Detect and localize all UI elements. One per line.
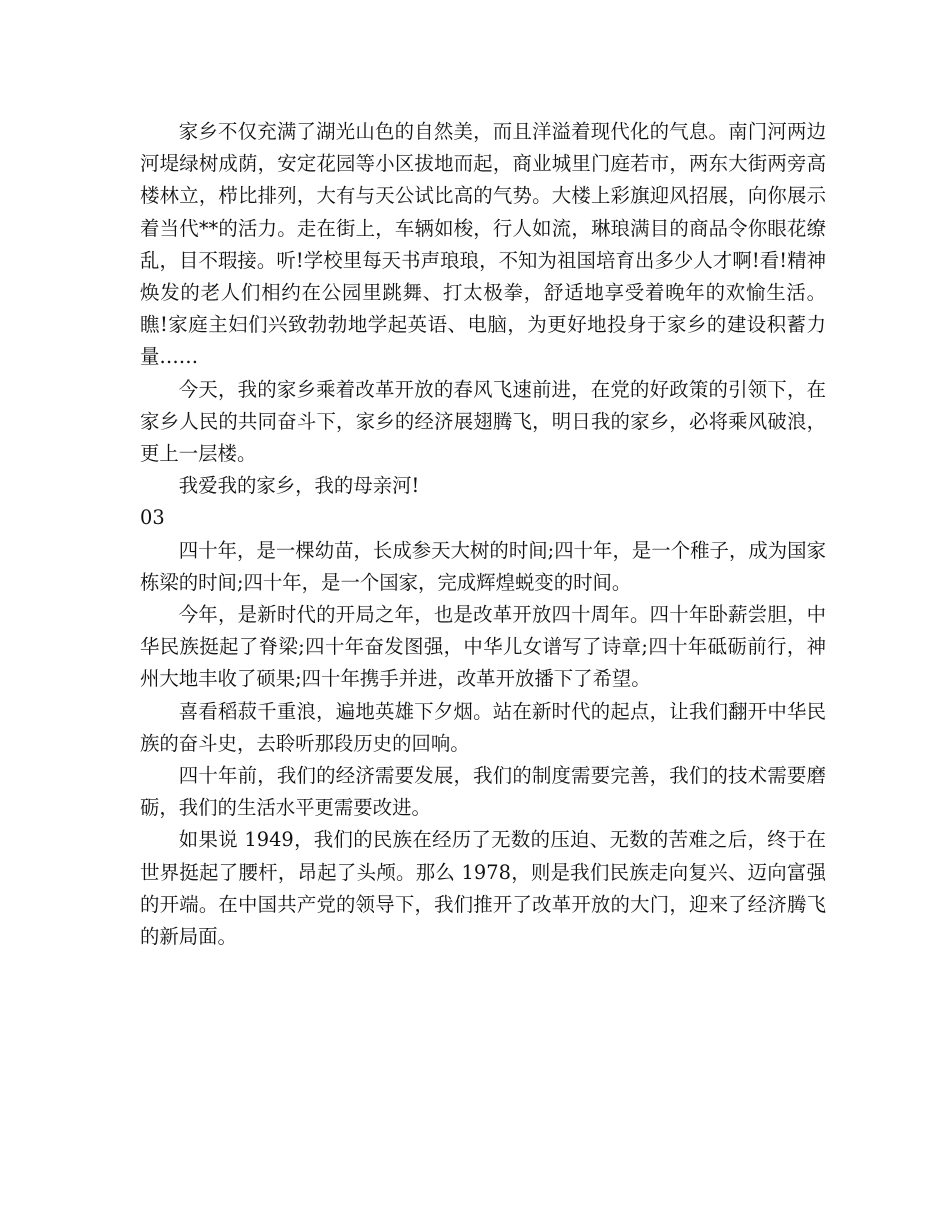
paragraph-1949-1978: 如果说 1949，我们的民族在经历了无数的压迫、无数的苦难之后，终于在世界挺起了腰杆，昂起了头颅。那么 1978，则是我们民族走向复兴、迈向富强的开端。在中国共产党的领导下，我们推开了改革开放的大门，迎来了经济腾飞的新局面。: [140, 828, 826, 949]
section-number: 03: [140, 506, 165, 530]
paragraph-rice-waves: 喜看稻菽千重浪，遍地英雄下夕烟。站在新时代的起点，让我们翻开中华民族的奋斗史，去聆听那段历史的回响。: [140, 699, 826, 755]
paragraph-hometown-modern: 家乡不仅充满了湖光山色的自然美，而且洋溢着现代化的气息。南门河两边河堤绿树成荫，安定花园等小区拔地而起，商业城里门庭若市，两东大街两旁高楼林立，栉比排列，大有与天公试比高的气势。大楼上彩旗迎风招展，向你展示着当代**的活力。走在街上，车辆如梭，行人如流，琳琅满目的商品令你眼花缭乱，目不瑕接。听!学校里每天书声琅琅，不知为祖国培育出多少人才啊!看!精神焕发的老人们相约在公园里跳舞、打太极拳，舒适地享受着晚年的欢愉生活。瞧!家庭主妇们兴致勃勃地学起英语、电脑，为更好地投身于家乡的建设积蓄力量……: [140, 120, 826, 369]
paragraph-love-hometown: 我爱我的家乡，我的母亲河!: [178, 474, 420, 498]
paragraph-this-year: 今年，是新时代的开局之年，也是改革开放四十周年。四十年卧薪尝胆，中华民族挺起了脊梁;四十年奋发图强，中华儿女谱写了诗章;四十年砥砺前行，神州大地丰收了硕果;四十年携手并进，改革开放播下了希望。: [140, 603, 826, 691]
paragraph-forty-years: 四十年，是一棵幼苗，长成参天大树的时间;四十年，是一个稚子，成为国家栋梁的时间;四十年，是一个国家，完成辉煌蜕变的时间。: [140, 538, 826, 594]
paragraph-forty-years-ago: 四十年前，我们的经济需要发展，我们的制度需要完善，我们的技术需要磨砺，我们的生活水平更需要改进。: [140, 764, 826, 820]
document-body: [140, 116, 826, 953]
paragraph-hometown-today: 今天，我的家乡乘着改革开放的春风飞速前进，在党的好政策的引领下，在家乡人民的共同奋斗下，家乡的经济展翅腾飞，明日我的家乡，必将乘风破浪，更上一层楼。: [140, 377, 826, 466]
